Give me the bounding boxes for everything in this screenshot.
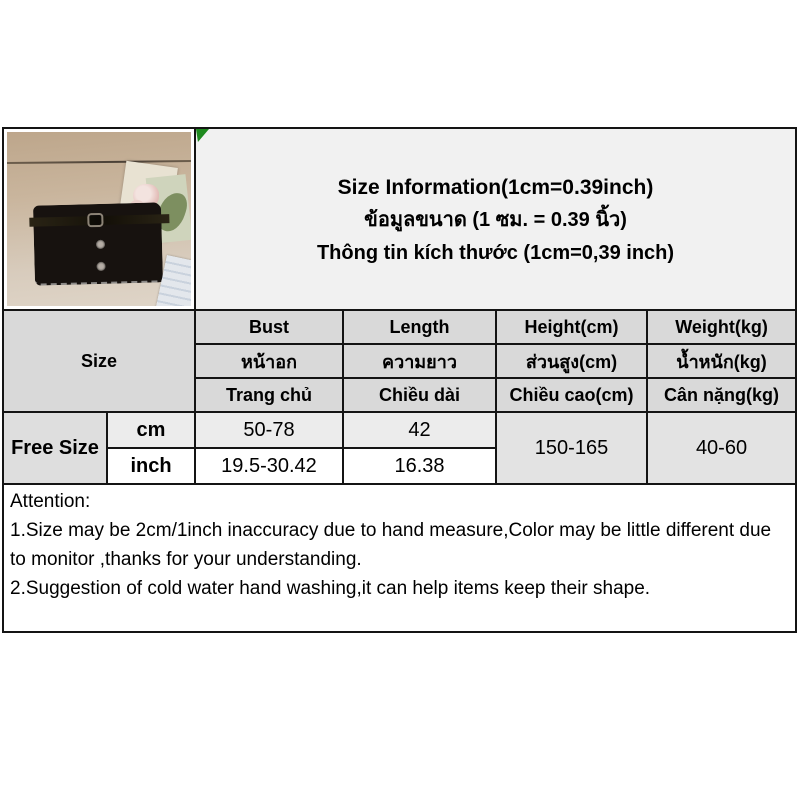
unit-inch-cell: inch [107, 448, 195, 484]
header-bust-en: Bust [195, 310, 343, 344]
value-bust-inch: 19.5-30.42 [195, 448, 343, 484]
header-length-vi: Chiều dài [343, 378, 496, 412]
header-weight-th: น้ำหนัก(kg) [647, 344, 796, 378]
header-bust-th: หน้าอก [195, 344, 343, 378]
attention-row [3, 484, 796, 632]
size-name-cell: Free Size [3, 412, 107, 484]
unit-cm-cell: cm [107, 412, 195, 448]
attention-note-2: 2.Suggestion of cold water hand washing,it can help items keep their shape. [10, 578, 651, 599]
title-thai: ข้อมูลขนาด (1 ซม. = 0.39 นิ้ว) [364, 208, 627, 231]
green-corner-marker-icon [196, 129, 209, 142]
wall-line [7, 160, 191, 164]
header-height-vi: Chiều cao(cm) [496, 378, 647, 412]
product-photo [7, 132, 191, 306]
header-length-en: Length [343, 310, 496, 344]
title-english: Size Information(1cm=0.39inch) [337, 175, 654, 199]
header-height-en: Height(cm) [496, 310, 647, 344]
title-vietnamese: Thông tin kích thước (1cm=0,39 inch) [316, 241, 675, 264]
header-length-th: ความยาว [343, 344, 496, 378]
belt-buckle [87, 213, 103, 227]
button-top [96, 240, 105, 249]
value-height: 150-165 [496, 412, 647, 484]
header-weight-en: Weight(kg) [647, 310, 796, 344]
header-row-english [3, 310, 796, 344]
photo-title-row [3, 128, 796, 310]
attention-heading: Attention: [10, 491, 91, 512]
value-length-inch: 16.38 [343, 448, 496, 484]
button-bottom [96, 262, 105, 271]
size-header: Size [3, 310, 195, 412]
attention-cell [3, 484, 796, 632]
value-length-cm: 42 [343, 412, 496, 448]
title-cell [195, 128, 796, 310]
belt [29, 214, 169, 227]
attention-note-1: 1.Size may be 2cm/1inch inaccuracy due to hand measure,Color may be little different due to monitor ,thanks for your understanding. [10, 520, 772, 570]
header-bust-vi: Trang chủ [195, 378, 343, 412]
size-chart-table [2, 127, 797, 633]
value-bust-cm: 50-78 [195, 412, 343, 448]
black-tube-top [33, 202, 163, 285]
data-row-cm [3, 412, 796, 448]
header-height-th: ส่วนสูง(cm) [496, 344, 647, 378]
value-weight: 40-60 [647, 412, 796, 484]
product-photo-cell [3, 128, 195, 310]
header-weight-vi: Cân nặng(kg) [647, 378, 796, 412]
